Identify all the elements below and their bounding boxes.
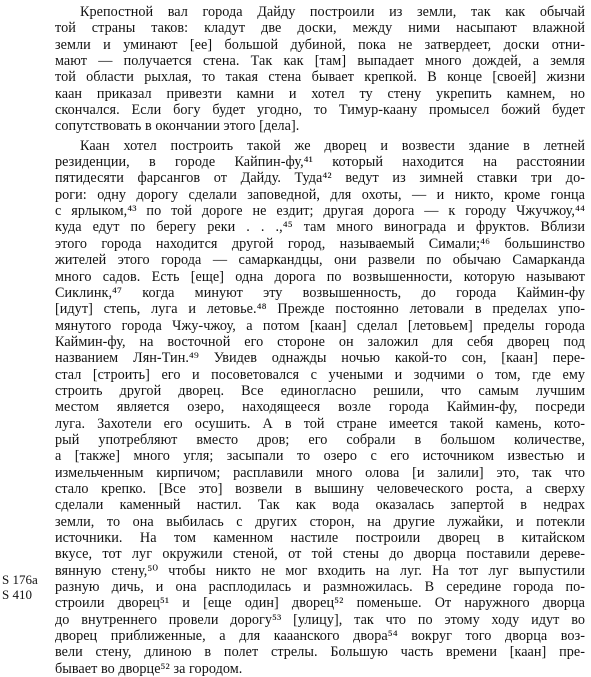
- text-line: куда едут по берегу реки . . .,⁴⁵ там много винограда и фруктов. Вблизи: [55, 219, 585, 236]
- text-line: дворец приближенные, а для кааанского двора⁵⁴ вокруг того дворца воз-: [55, 628, 585, 645]
- text-line: роги: одну дорогу сделали заповедной, для охоты, — и никто, кроме гонца: [55, 186, 585, 203]
- text-line: резиденции, в городе Кайпин-фу,⁴¹ который находится на расстоянии: [55, 154, 585, 171]
- text-line: названием Лян-Тин.⁴⁹ Увидев однажды ночью какой-то сон, [каан] пере-: [55, 350, 585, 367]
- text-line: мянутого города Чжу-чжоу, а потом [каан] сделал [летовьем] пределы города: [55, 317, 585, 334]
- text-line: этого города находится другой город, называемый Симали;⁴⁶ большинство: [55, 235, 585, 252]
- text-line: луга. Захотели его осушить. А в той стране имеется такой камень, кото-: [55, 415, 585, 432]
- paragraph-2: [55, 138, 585, 677]
- paragraph-1: [55, 4, 585, 135]
- text-line: источники. На том каменном настиле построили дворец в китайском: [55, 530, 585, 546]
- text-line: пятидесяти фарсангов от Дайду. Туда⁴² ведут из зимней ставки три до-: [55, 170, 585, 187]
- text-line: измельченным кирпичом; расплавили много олова [и залили] это, так что: [55, 464, 585, 481]
- text-line: скончался. Если богу будет угодно, то Тимур-каану промысел божий будет: [55, 102, 585, 119]
- text-line: сопутствовать в окончании этого [дела].: [55, 118, 300, 135]
- main-text: [55, 4, 585, 677]
- text-line: земли и уминают [ее] большой дубиной, пока не затвердеет, доски отни-: [55, 36, 585, 53]
- text-line: вянную стену,⁵⁰ чтобы никто не мог входить на луг. На тот луг выпустили: [55, 562, 585, 579]
- text-line: стал [строить] его и посоветовался с учеными и зодчими о том, где ему: [55, 366, 585, 383]
- text-line: местом является озеро, находящееся возле города Каймин-фу, посреди: [55, 399, 585, 416]
- text-line: вкусе, тот луг окружили стеной, от той стены до дворца поставили дереве-: [55, 546, 585, 563]
- text-line: каан приказал привезти камни и хотел ту стену укрепить камнем, но: [55, 85, 585, 102]
- margin-note-1: S 176a: [2, 572, 38, 587]
- text-line: Каймин-фу, на восточной его стороне он заложил для себя дворец под: [55, 333, 585, 350]
- text-line: мают — получается стена. Так как [там] выпадает много дождей, а земля: [55, 53, 585, 70]
- text-line: той области рыхлая, то такая стена бывает крепкой. В конце [своей] жизни: [55, 69, 585, 86]
- text-line: Каан хотел построить такой же дворец и возвести здание в летней: [80, 137, 585, 154]
- text-line: земли, то она выбилась с других сторон, на другие лужайки, и потекли: [55, 513, 585, 530]
- text-line: вели стену, длиною в полет стрелы. Большую часть времени [каан] пре-: [55, 644, 585, 661]
- text-line: сделали каменный настил. Так как вода оказалась запертой в недрах: [55, 497, 585, 514]
- text-line: с ярлыком,⁴³ по той дороге не ездит; другая дорога — к городу Чжучжоу,⁴⁴: [55, 203, 585, 220]
- text-line: бывает во дворце⁵² за городом.: [55, 660, 243, 677]
- text-line: до внутреннего провели дорогу⁵³ [улицу], так что по этому ходу идут во: [55, 611, 585, 628]
- text-line: Сиклинк,⁴⁷ когда минуют эту возвышенность, до города Каймин-фу: [55, 284, 585, 301]
- text-line: строили дворец⁵¹ и [еще один] дворец⁵² поменьше. От наружного дворца: [55, 595, 585, 612]
- text-line: рый употребляют вместо дров; его собрали в большом количестве,: [55, 431, 585, 448]
- margin-note-2: S 410: [2, 587, 32, 602]
- text-line: стало крепко. [Все это] возвели в вышину человеческого роста, а сверху: [55, 480, 585, 497]
- text-line: жителей этого города — самаркандцы, они развели по обычаю Самарканда: [55, 252, 585, 269]
- text-line: той страны таков: кладут две доски, между ними насыпают влажной: [55, 20, 585, 37]
- text-line: много садов. Есть [еще] одна дорога по возвышенности, которую называют: [55, 268, 585, 285]
- text-line: разную дичь, и она расплодилась и размножилась. В середине города по-: [55, 579, 585, 596]
- text-line: Крепостной вал города Дайду построили из земли, так как обычай: [80, 4, 585, 20]
- text-line: строить другой дворец. Все единогласно решили, что самым лучшим: [55, 382, 585, 399]
- text-line: а [также] много угля; засыпали то озеро с его источником известью и: [55, 448, 585, 465]
- text-line: [идут] степь, луга и летовье.⁴⁸ Прежде постоянно летовали в пределах упо-: [55, 301, 585, 318]
